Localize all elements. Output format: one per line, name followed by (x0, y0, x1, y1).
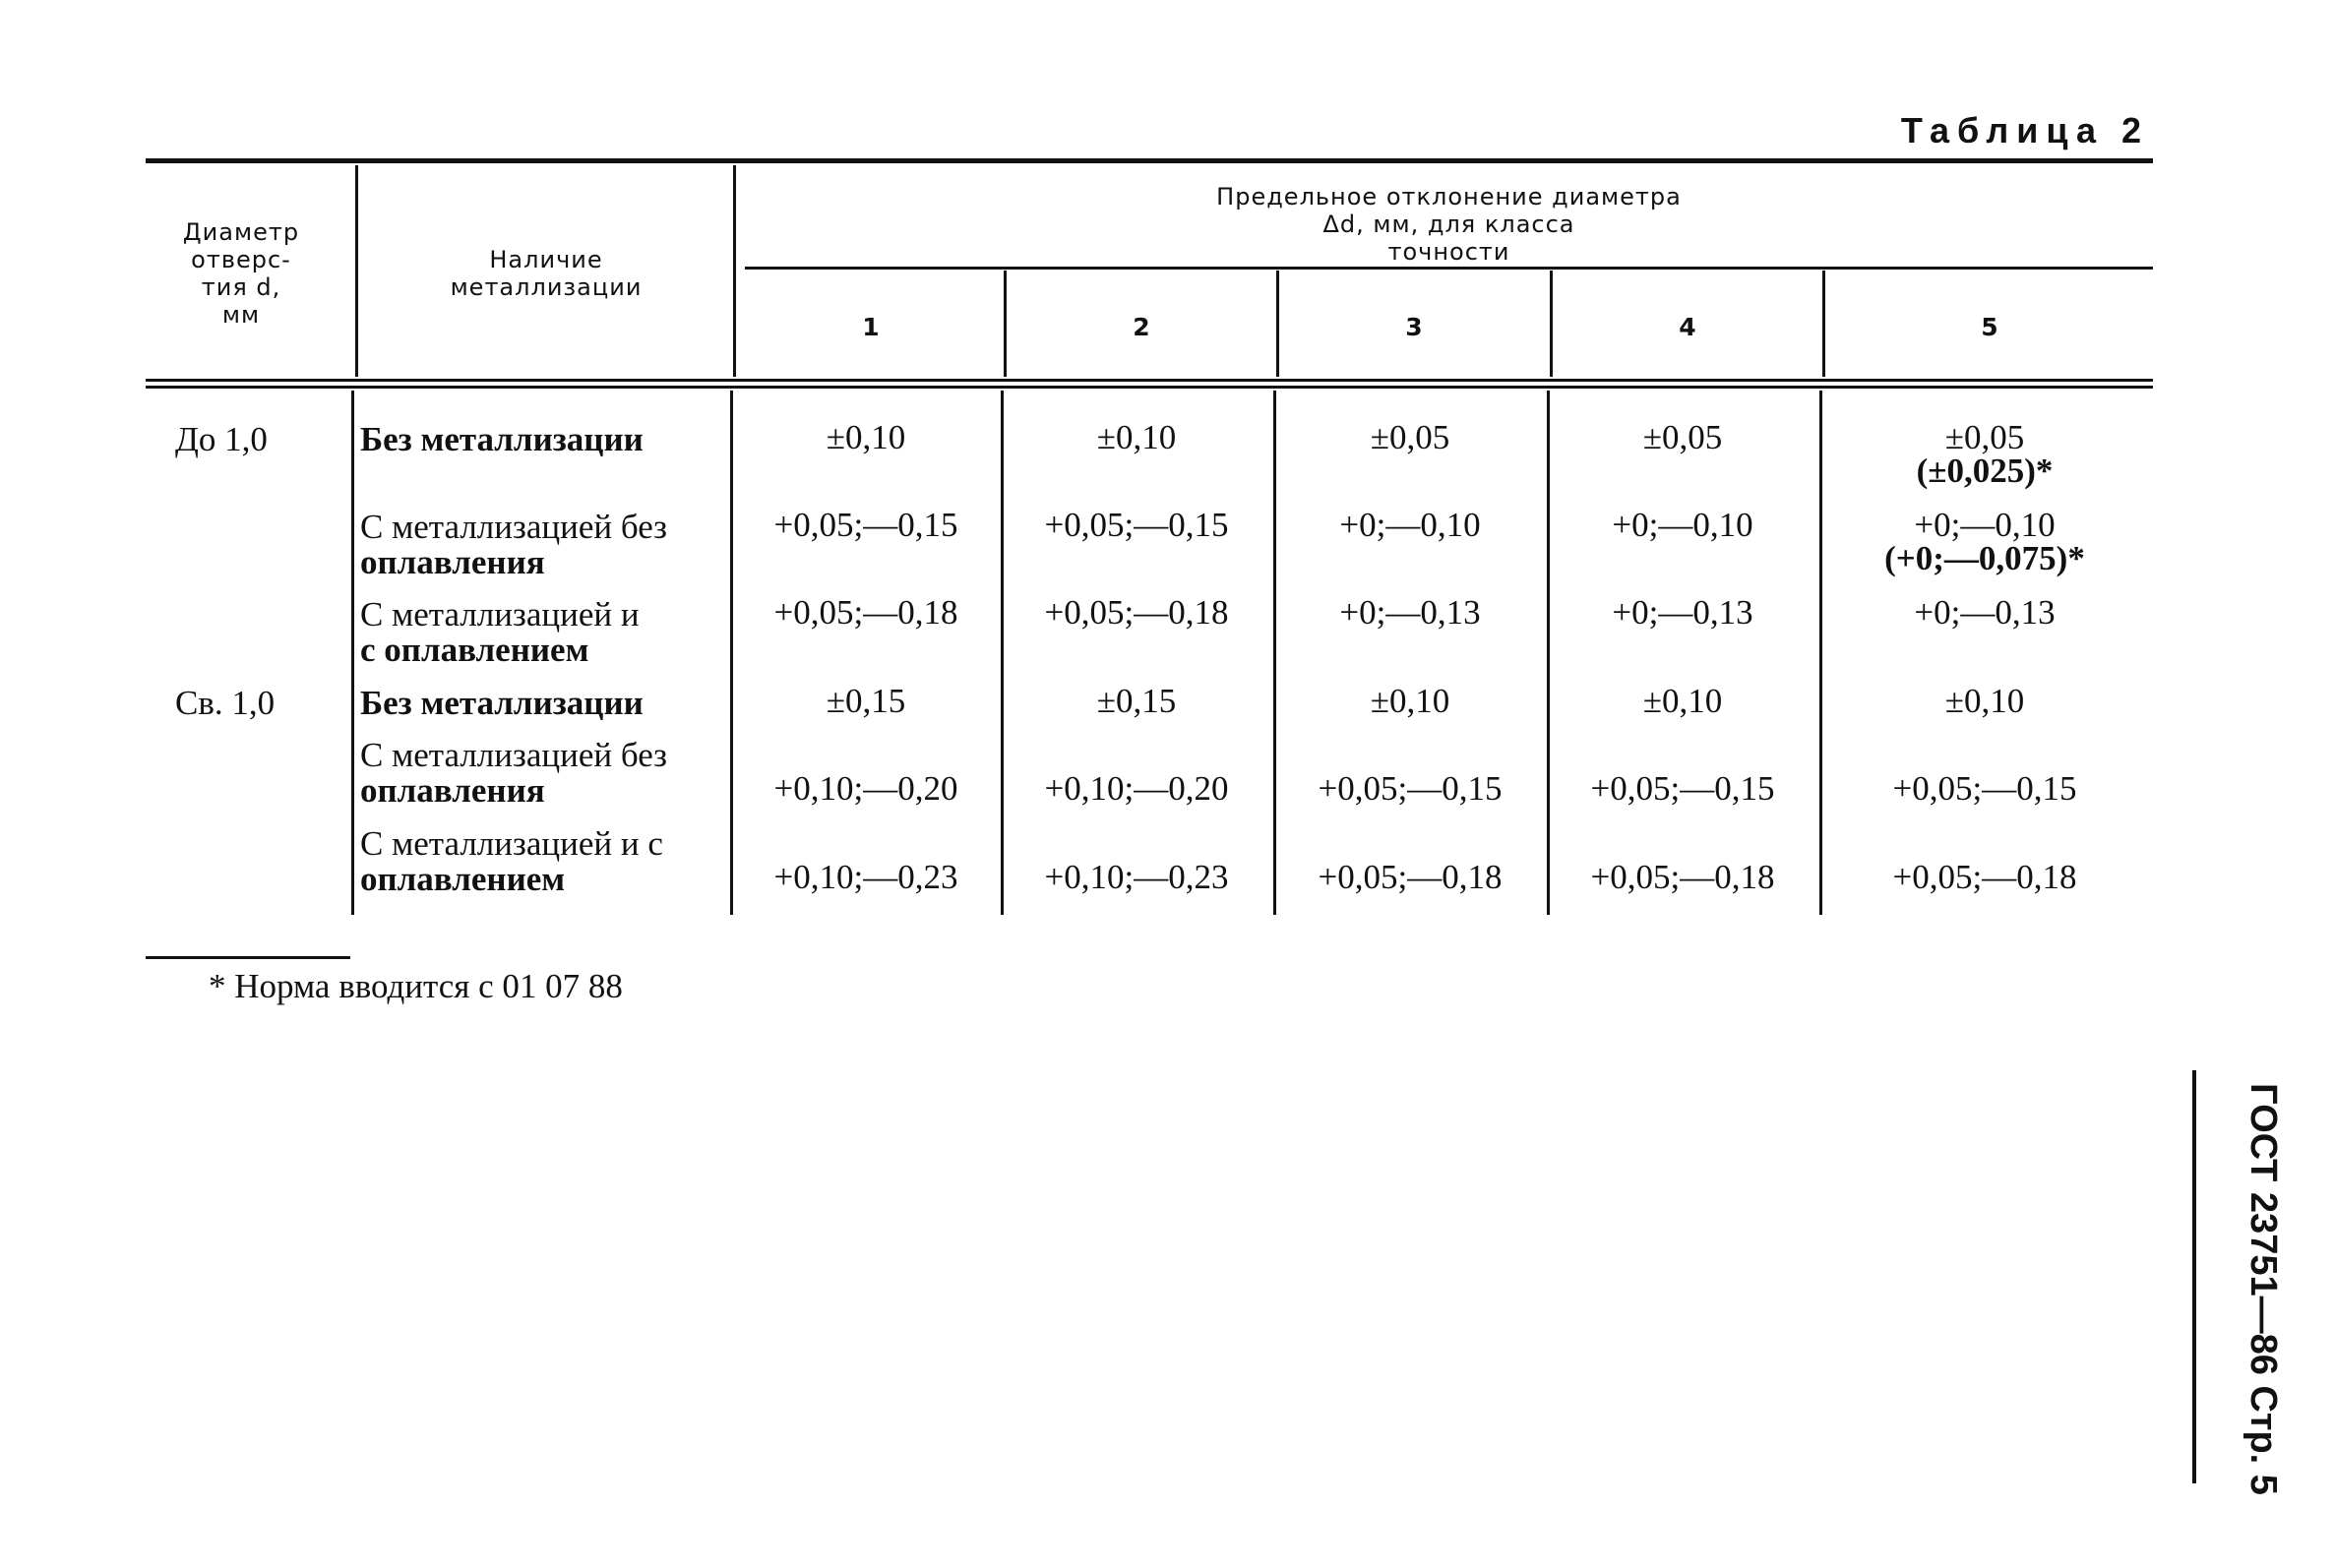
row-3-class-4: +0;—0,13 (1612, 593, 1753, 632)
row-3-class-5: +0;—0,13 (1914, 593, 2056, 632)
header-bottom-rule-2 (146, 386, 2153, 389)
row-6-class-1: +0,10;—0,23 (773, 858, 958, 896)
header-bottom-rule (146, 379, 2153, 382)
col-divider-1-header (355, 165, 358, 377)
row-5-metallization: С металлизацией без оплавления (360, 736, 667, 810)
row-1-class-1: ±0,10 (826, 418, 906, 456)
col-divider-1-body (351, 391, 354, 915)
col-divider-6-header (1822, 271, 1825, 377)
row-3-class-1: +0,05;—0,18 (773, 593, 958, 632)
row-3-metallization: С металлизацией и с оплавлением (360, 595, 640, 669)
row-2-metallization: С металлизацией без оплавления (360, 508, 667, 581)
col-divider-3-header (1004, 271, 1007, 377)
header-class-5: 5 (1981, 313, 1998, 341)
footnote-rule (146, 956, 350, 959)
row-4-diameter: Св. 1,0 (175, 684, 276, 722)
row-5-class-4: +0,05;—0,15 (1590, 769, 1775, 808)
row-4-class-5: ±0,10 (1944, 682, 2025, 720)
col-divider-2-body (730, 391, 733, 915)
row-1-class-5-new-norm: (±0,025)* (1916, 452, 2054, 490)
class-header-rule (745, 267, 2153, 270)
row-4-class-4: ±0,10 (1642, 682, 1723, 720)
side-label (2198, 1082, 2326, 1495)
header-deviation: Предельное отклонение диаметра Δd, мм, для класса точности (1216, 183, 1682, 266)
table-top-rule (146, 158, 2153, 163)
header-diameter: Диаметр отверс- тия d, мм (182, 218, 300, 329)
row-1-class-4: ±0,05 (1642, 418, 1723, 456)
header-metallization: Наличие металлизации (450, 246, 643, 301)
header-class-3: 3 (1405, 313, 1423, 341)
row-2-class-1: +0,05;—0,15 (773, 506, 958, 544)
row-5-class-3: +0,05;—0,15 (1318, 769, 1503, 808)
table-title: Таблица 2 (1900, 110, 2149, 151)
row-5-class-2: +0,10;—0,20 (1044, 769, 1229, 808)
row-1-diameter: До 1,0 (175, 420, 268, 458)
row-5-class-5: +0,05;—0,15 (1892, 769, 2077, 808)
col-divider-5-body (1547, 391, 1550, 915)
row-1-metallization: Без металлизации (360, 420, 644, 458)
side-label-rule (2192, 1070, 2196, 1483)
row-1-class-3: ±0,05 (1370, 418, 1450, 456)
row-1-class-5: ±0,05 (1944, 418, 2025, 456)
row-4-class-3: ±0,10 (1370, 682, 1450, 720)
row-6-metallization: С металлизацией и с оплавлением (360, 824, 663, 898)
row-2-class-5: +0;—0,10 (1914, 506, 2056, 544)
row-6-class-4: +0,05;—0,18 (1590, 858, 1775, 896)
header-class-4: 4 (1679, 313, 1696, 341)
col-divider-2-header (733, 165, 736, 377)
footnote: * Норма вводится с 01 07 88 (209, 967, 623, 1005)
row-2-class-3: +0;—0,10 (1339, 506, 1481, 544)
row-3-class-2: +0,05;—0,18 (1044, 593, 1229, 632)
col-divider-5-header (1550, 271, 1553, 377)
standard-page-label: ГОСТ 23751—86 Стр. 5 (2242, 1082, 2284, 1495)
header-class-2: 2 (1133, 313, 1150, 341)
row-2-class-5-new-norm: (+0;—0,075)* (1884, 539, 2085, 577)
row-4-class-2: ±0,15 (1096, 682, 1177, 720)
header-class-1: 1 (862, 313, 880, 341)
row-1-class-2: ±0,10 (1096, 418, 1177, 456)
row-6-class-2: +0,10;—0,23 (1044, 858, 1229, 896)
row-5-class-1: +0,10;—0,20 (773, 769, 958, 808)
col-divider-3-body (1001, 391, 1004, 915)
row-4-class-1: ±0,15 (826, 682, 906, 720)
row-4-metallization: Без металлизации (360, 684, 644, 722)
col-divider-4-header (1276, 271, 1279, 377)
row-6-class-5: +0,05;—0,18 (1892, 858, 2077, 896)
row-6-class-3: +0,05;—0,18 (1318, 858, 1503, 896)
row-2-class-2: +0,05;—0,15 (1044, 506, 1229, 544)
row-3-class-3: +0;—0,13 (1339, 593, 1481, 632)
col-divider-4-body (1273, 391, 1276, 915)
row-2-class-4: +0;—0,10 (1612, 506, 1753, 544)
